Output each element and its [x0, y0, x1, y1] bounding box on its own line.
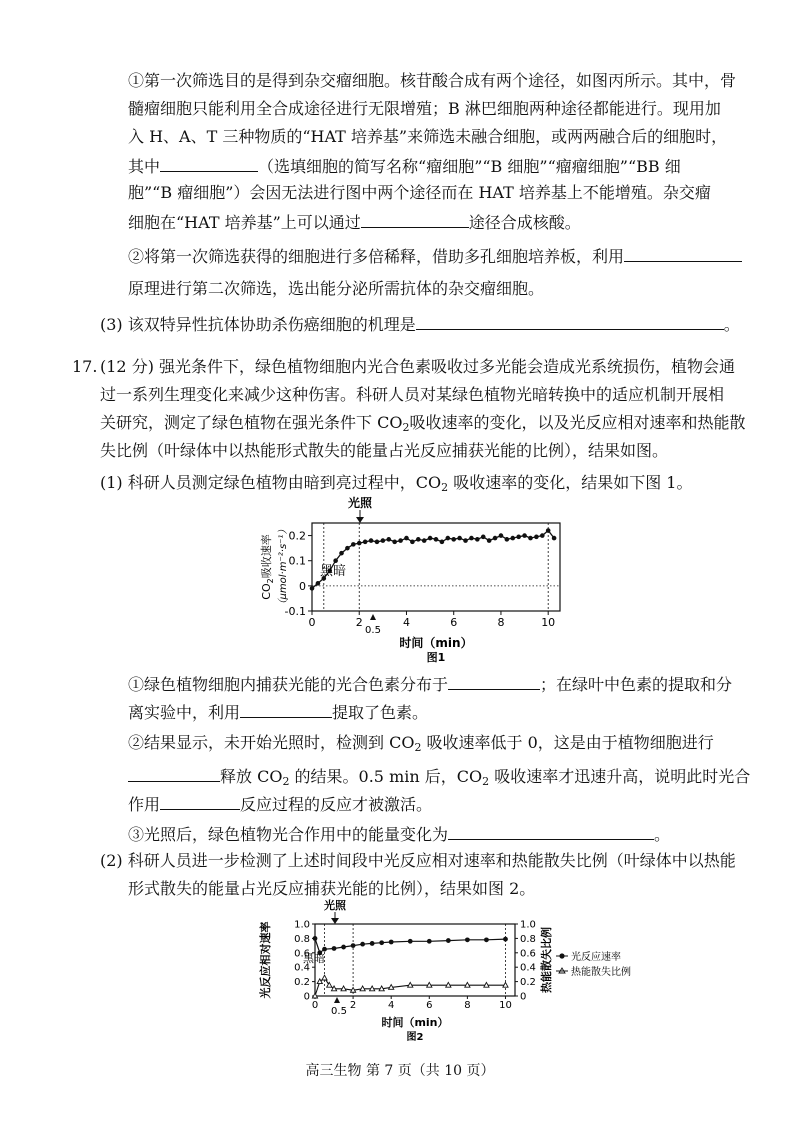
x-tick-label: 8 — [497, 616, 505, 629]
text-segment: ③光照后，绿色植物光合作用中的能量变化为 — [128, 825, 449, 844]
y-tick-label-left: 0 — [303, 991, 310, 1003]
x-tick-label: 4 — [388, 1000, 395, 1011]
text-segment: ②结果显示，未开始光照时，检测到 CO — [128, 733, 415, 752]
y-tick-label-left: 0.8 — [294, 933, 310, 945]
data-point — [375, 540, 380, 545]
text-segment: 离实验中，利用 — [128, 703, 241, 722]
text-segment: ②将第一次筛选获得的细胞进行多倍稀释，借助多孔细胞培养板，利用 — [128, 247, 625, 266]
text-line — [128, 244, 742, 268]
subscript: 2 — [282, 775, 290, 788]
text-line — [100, 312, 740, 336]
dark-label: 黑暗 — [320, 564, 347, 579]
rate-point — [341, 945, 346, 950]
text-line — [128, 822, 670, 846]
text-line — [128, 154, 681, 178]
x-tick-label: 2 — [355, 616, 363, 629]
text-line — [128, 700, 428, 724]
answer-blank[interactable] — [160, 792, 240, 810]
y-tick-label: -0.1 — [284, 605, 306, 618]
legend-heat: 热能散失比例 — [571, 967, 631, 978]
y-axis-label-left: 光反应相对速率 — [259, 921, 272, 999]
x-tick-label: 10 — [541, 616, 556, 629]
rate-point — [370, 941, 375, 946]
arrowhead-icon — [331, 918, 339, 924]
y-axis-unit: （μmol·m⁻²·s⁻¹） — [278, 524, 289, 610]
arrowhead-icon — [356, 517, 364, 523]
data-point — [481, 535, 486, 540]
data-point — [522, 533, 527, 538]
data-point — [339, 551, 344, 556]
data-point — [475, 537, 480, 542]
figure-caption: 图2 — [406, 1032, 424, 1043]
data-point — [392, 540, 397, 545]
data-point — [369, 538, 374, 543]
heat-point — [317, 979, 322, 984]
text-line — [100, 412, 745, 434]
text-segment: 反应过程的反应才被激活。 — [240, 795, 433, 814]
x-tick-label: 4 — [402, 616, 410, 629]
rate-point — [313, 936, 318, 941]
text-segment: 。 — [723, 315, 740, 334]
text-line: 原理进行第二次筛选，选出能分泌所需抗体的杂交瘤细胞。 — [128, 279, 545, 298]
rate-point — [465, 937, 470, 942]
heat-point — [322, 975, 327, 980]
y-axis-label-right: 热能散失比例 — [540, 927, 553, 993]
data-point — [410, 540, 415, 545]
data-point — [404, 536, 409, 541]
data-point — [516, 535, 521, 540]
rate-point — [408, 939, 413, 944]
rate-point — [360, 942, 365, 947]
text-segment: ①绿色植物细胞内捕获光能的光合色素分布于 — [128, 675, 449, 694]
text-line: (2) 科研人员进一步检测了上述时间段中光反应相对速率和热能散失比例（叶绿体中以热能 — [100, 851, 736, 870]
text-line — [100, 472, 692, 494]
data-point — [434, 537, 439, 542]
series-line — [312, 531, 554, 589]
dark-label: 黑暗 — [303, 952, 325, 965]
y-tick-label-left: 1.0 — [294, 919, 310, 931]
y-tick-label-left: 0.6 — [294, 948, 310, 960]
text-segment: 吸收速率才迅速升高，说明此时光合 — [489, 767, 751, 786]
text-segment: ；在绿叶中色素的提取和分 — [540, 675, 733, 694]
data-point — [357, 541, 362, 546]
y-tick-label: 0.2 — [288, 529, 306, 543]
subscript: 2 — [482, 775, 490, 788]
text-line: ①第一次筛选目的是得到杂交瘤细胞。核苷酸合成有两个途径，如图丙所示。其中，骨 — [128, 71, 737, 90]
text-line — [128, 792, 432, 816]
answer-blank[interactable] — [416, 312, 724, 330]
answer-blank[interactable] — [448, 822, 654, 840]
data-point — [446, 536, 451, 541]
figure-caption: 图1 — [426, 651, 446, 664]
data-point — [398, 538, 403, 543]
x-tick-label: 10 — [499, 1000, 512, 1011]
x-axis-label: 时间（min） — [399, 636, 473, 650]
data-point — [310, 586, 315, 591]
x-annotation: 0.5 — [365, 625, 381, 636]
data-point — [345, 546, 350, 551]
data-point — [469, 536, 474, 541]
rate-point — [379, 940, 384, 945]
text-segment: 提取了色素。 — [332, 703, 429, 722]
data-point — [505, 537, 510, 542]
rate-point — [322, 947, 327, 952]
data-point — [451, 537, 456, 542]
text-segment: 关研究，测定了绿色植物在强光条件下 CO — [100, 413, 403, 432]
data-point — [463, 538, 468, 543]
rate-point — [446, 938, 451, 943]
arrowup-icon — [334, 997, 340, 1003]
y-tick-label: 0.1 — [288, 554, 306, 568]
text-line — [128, 764, 750, 788]
data-point — [363, 540, 368, 545]
x-tick-label: 0 — [311, 1000, 319, 1011]
data-point — [416, 537, 421, 542]
text-line — [128, 210, 581, 234]
page-footer: 高三生物 第 7 页（共 10 页） — [305, 1063, 495, 1079]
data-point — [351, 542, 356, 547]
text-segment: 吸收速率的变化，以及光反应相对速率和热能散 — [409, 413, 746, 432]
text-segment: 途径合成核酸。 — [468, 213, 581, 232]
light-label: 光照 — [324, 899, 346, 912]
text-segment: 作用 — [128, 795, 161, 814]
rate-point — [503, 937, 508, 942]
data-point — [493, 536, 498, 541]
text-segment: 释放 CO — [220, 767, 283, 786]
text-line: 过一系列生理变化来减少这种伤害。科研人员对某绿色植物光暗转换中的适应机制开展相 — [100, 385, 725, 404]
answer-blank[interactable] — [624, 244, 742, 262]
rate-point — [351, 943, 356, 948]
text-line: (12 分) 强光条件下，绿色植物细胞内光合色素吸收过多光能会造成光系统损伤，植物会通 — [100, 357, 736, 376]
text-segment: (3) 该双特异性抗体协助杀伤癌细胞的机理是 — [100, 315, 416, 334]
data-point — [428, 536, 433, 541]
x-tick-label: 6 — [426, 1000, 433, 1011]
data-point — [440, 540, 445, 545]
text-segment: 细胞在“HAT 培养基”上可以通过 — [128, 213, 361, 232]
answer-blank[interactable] — [240, 700, 332, 718]
rate-point — [484, 937, 489, 942]
data-point — [499, 533, 504, 538]
text-segment: 吸收速率低于 0，这是由于植物细胞进行 — [421, 733, 714, 752]
data-point — [528, 536, 533, 541]
data-marks — [310, 528, 557, 590]
data-point — [546, 528, 551, 533]
legend-rate: 光反应速率 — [571, 952, 621, 963]
data-point — [381, 538, 386, 543]
text-line: 髓瘤细胞只能利用全合成途径进行无限增殖；B 淋巴细胞两种途径都能进行。现用加 — [128, 99, 721, 118]
figure-2-rate-chart — [255, 898, 645, 1048]
data-point — [333, 558, 338, 563]
data-point — [386, 537, 391, 542]
y-tick-label-left: 0.4 — [294, 962, 310, 974]
figure-1-co2-chart — [250, 495, 570, 665]
text-segment: (1) 科研人员测定绿色植物由暗到亮过程中，CO — [100, 473, 442, 492]
text-segment: 吸收速率的变化，结果如下图 1。 — [448, 473, 693, 492]
question-number: 17. — [72, 357, 98, 376]
x-annotation: 0.5 — [331, 1006, 347, 1017]
text-line: 失比例（叶绿体中以热能形式散失的能量占光反应捕获光能的比例），结果如图。 — [100, 441, 669, 460]
y-tick-label: 0 — [299, 579, 306, 593]
x-tick-label: 0 — [308, 616, 316, 629]
y-axis-label: $CO_2$吸收速率 — [260, 534, 275, 600]
arrowup-icon — [370, 614, 376, 620]
y-tick-label-right: 0.6 — [520, 948, 536, 960]
data-point — [534, 535, 539, 540]
subscript: 2 — [414, 741, 422, 754]
x-tick-label: 8 — [464, 1000, 471, 1011]
text-segment: （选填细胞的简写名称“瘤细胞”“B 细胞”“瘤瘤细胞”“BB 细 — [258, 157, 681, 176]
rate-point — [427, 939, 432, 944]
text-segment: 。 — [654, 825, 671, 844]
text-line: 形式散失的能量占光反应捕获光能的比例），结果如图 2。 — [128, 879, 536, 898]
x-axis-label: 时间（min） — [381, 1016, 449, 1029]
answer-blank[interactable] — [448, 672, 540, 690]
y-tick-label-right: 0 — [520, 991, 527, 1003]
answer-blank[interactable] — [128, 764, 220, 782]
data-marks — [312, 936, 508, 998]
text-line: 入 H、A、T 三种物质的“HAT 培养基”来筛选未融合细胞，或两两融合后的细胞时， — [128, 127, 728, 146]
text-line: 胞”“B 瘤细胞”）会因无法进行图中两个途径而在 HAT 培养基上不能增殖。杂交瘤 — [128, 183, 711, 202]
y-tick-label-right: 0.4 — [520, 962, 536, 974]
y-tick-label-left: 0.2 — [294, 977, 310, 989]
data-point — [487, 538, 492, 543]
text-segment: 其中 — [128, 157, 161, 176]
data-point — [510, 536, 515, 541]
data-point — [316, 581, 321, 586]
x-tick-label: 6 — [450, 616, 458, 629]
rate-point — [332, 946, 337, 951]
data-point — [457, 536, 462, 541]
axis-ticks — [294, 920, 536, 1012]
subscript: 2 — [402, 421, 410, 434]
data-point — [540, 533, 545, 538]
rate-point — [389, 940, 394, 945]
y-tick-label-right: 0.2 — [520, 977, 536, 989]
data-point — [422, 538, 427, 543]
text-segment: 的结果。0.5 min 后，CO — [289, 767, 483, 786]
answer-blank[interactable] — [361, 210, 469, 228]
subscript: 2 — [441, 481, 449, 494]
y-tick-label-right: 1.0 — [520, 919, 536, 931]
text-line — [128, 732, 714, 754]
y-tick-label-right: 0.8 — [520, 933, 536, 945]
data-point — [552, 536, 557, 541]
light-label: 光照 — [347, 496, 373, 510]
text-line — [128, 672, 732, 696]
x-tick-label: 2 — [349, 1000, 357, 1011]
answer-blank[interactable] — [160, 154, 258, 172]
